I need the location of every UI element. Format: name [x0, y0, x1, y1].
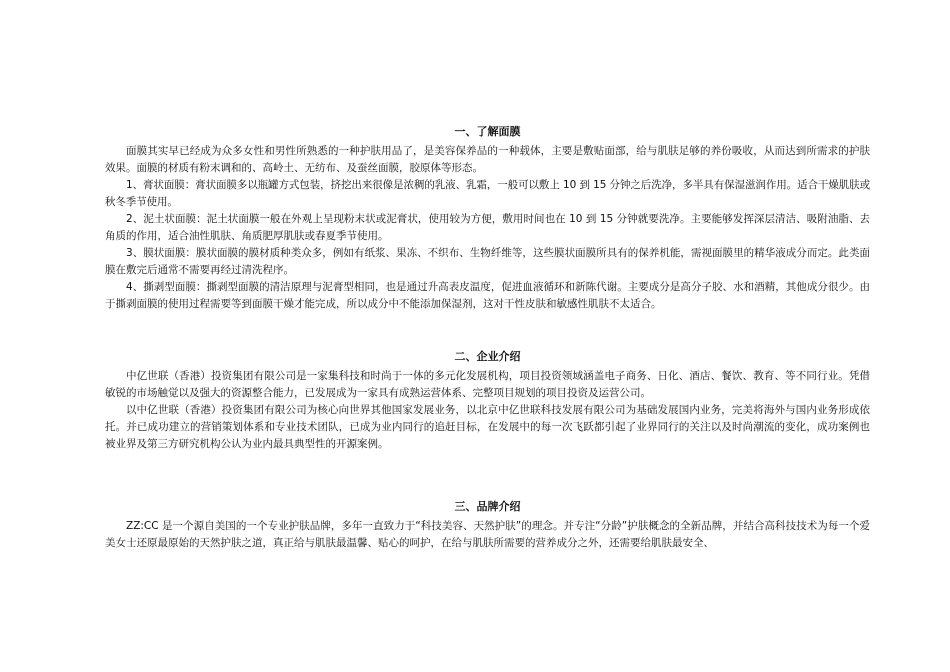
- section-heading: 一、了解面膜: [454, 125, 521, 138]
- paragraph: 面膜其实早已经成为众多女性和男性所熟悉的一种护肤用品了，是美容保养品的一种载体，主要是敷贴面部，给与肌肤足够的养份吸收，从而达到所需求的护肤效果。面膜的材质有粉末调和的、高岭土、无纺布、及蚕丝面膜，胶原体等形态。: [105, 145, 870, 174]
- section-mask-intro: [105, 125, 870, 313]
- section-brand-intro: [105, 500, 870, 552]
- paragraph: 以中亿世联（香港）投资集团有限公司为核心向世界其他国家发展业务，以北京中亿世联科技发展有限公司为基础发展国内业务，完美将海外与国内业务形成依托。并已成功建立的营销策划体系和专业技术团队，已成为业内同行的追赶目标，在发展中的每一次飞跃都引起了业界同行的关注以及时尚潮流的变化，成功案例也被业界及第三方研究机构公认为业内最具典型性的开源案例。: [105, 404, 870, 450]
- paragraph: 4、撕剥型面膜：撕剥型面膜的清洁原理与泥膏型相同，也是通过升高表皮温度，促进血液循环和新陈代谢。主要成分是高分子胶、水和酒精，其他成分很少。由于撕剥面膜的使用过程需要等到面膜干燥才能完成，所以成分中不能添加保湿剂，这对干性皮肤和敏感性肌肤不太适合。: [105, 281, 870, 310]
- paragraph: 中亿世联（香港）投资集团有限公司是一家集科技和时尚于一体的多元化发展机构，项目投资领域涵盖电子商务、日化、酒店、餐饮、教育、等不同行业。凭借敏锐的市场触觉以及强大的资源整合能力，已发展成为一家具有成熟运营体系、完整项目规划的项目投资及运营公司。: [105, 370, 870, 399]
- section-company-intro: [105, 350, 870, 453]
- section-heading: 三、品牌介绍: [454, 500, 521, 513]
- document-body: [105, 125, 870, 552]
- paragraph: ZZ:CC 是一个源自美国的一个专业护肤品牌，多年一直致力于“科技美容、天然护肤”的理念。并专注“分龄”护肤概念的全新品牌，并结合高科技技术为每一个爱美女士还原最原始的天然护肤之道，真正给与肌肤最温馨、贴心的呵护，在给与肌肤所需要的营养成分之外，还需要给肌肤最安全、: [105, 520, 870, 549]
- section-heading: 二、企业介绍: [454, 350, 521, 363]
- paragraph: 1、膏状面膜：膏状面膜多以瓶罐方式包装，挤挖出来很像是浓稠的乳液、乳霜，一般可以敷上 10 到 15 分钟之后洗净，多半具有保湿滋润作用。适合干燥肌肤或秋冬季节使用。: [105, 179, 870, 208]
- paragraph: 2、泥土状面膜：泥土状面膜一般在外观上呈现粉末状或泥膏状，使用较为方便，敷用时间也在 10 到 15 分钟就要洗净。主要能够发挥深层清洁、吸附油脂、去角质的作用，适合油性肌肤、角质肥厚肌肤或春夏季节使用。: [105, 213, 870, 242]
- paragraph: 3、膜状面膜：膜状面膜的膜材质种类众多，例如有纸浆、果冻、不织布、生物纤维等，这些膜状面膜所具有的保养机能，需视面膜里的精华液成分而定。此类面膜在敷完后通常不需要再经过清洗程序。: [105, 247, 870, 276]
